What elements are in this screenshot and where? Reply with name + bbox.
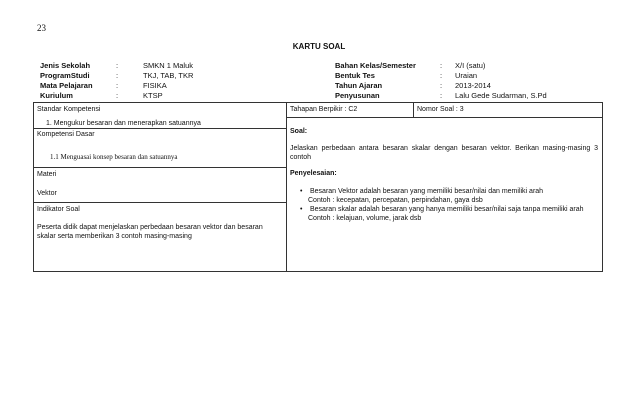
meta-colon: : xyxy=(440,81,443,90)
meta-value: KTSP xyxy=(143,91,163,100)
page-title: KARTU SOAL xyxy=(292,42,346,51)
column-divider xyxy=(286,103,287,271)
meta-label: ProgramStudi xyxy=(40,71,90,80)
meta-label: Jenis Sekolah xyxy=(40,61,91,70)
indikator-soal-value: Peserta didik dapat menjelaskan perbedaan besaran vektor dan besaran skalar serta memberikan 3 contoh masing-masing xyxy=(37,224,263,240)
standar-kompetensi-item: 1. Mengukur besaran dan menerapkan satuannya xyxy=(46,120,201,127)
meta-value: SMKN 1 Maluk xyxy=(143,61,194,70)
soal-label: Soal: xyxy=(290,128,308,135)
list-item xyxy=(296,196,596,205)
meta-row xyxy=(335,61,547,71)
meta-value: FISIKA xyxy=(143,81,167,90)
soal-table xyxy=(33,102,603,272)
nomor-soal: Nomor Soal : 3 xyxy=(417,106,464,113)
list-item xyxy=(296,214,596,223)
meta-colon: : xyxy=(116,91,119,100)
meta-row xyxy=(335,91,547,101)
meta-value: 2013-2014 xyxy=(455,81,491,90)
meta-colon: : xyxy=(440,61,443,70)
meta-label: Bahan Kelas/Semester xyxy=(335,61,416,70)
meta-colon: : xyxy=(116,61,119,70)
meta-label: Penyusunan xyxy=(335,91,380,100)
left-meta xyxy=(40,61,193,101)
answer-example: Contoh : kelajuan, volume, jarak dsb xyxy=(308,215,422,222)
meta-colon: : xyxy=(116,71,119,80)
kompetensi-dasar-item: 1.1 Menguasai konsep besaran dan satuannya xyxy=(50,153,178,161)
meta-row xyxy=(40,61,193,71)
kompetensi-dasar-header: Kompetensi Dasar xyxy=(37,131,95,138)
indikator-soal-header: Indikator Soal xyxy=(37,206,80,213)
answer-text: Besaran Vektor adalah besaran yang memiliki besar/nilai dan memiliki arah xyxy=(310,188,544,195)
row-divider xyxy=(286,117,602,118)
page-number: 23 xyxy=(37,23,46,33)
answer-text: Besaran skalar adalah besaran yang hanya memiliki besar/nilai saja tanpa memiliki arah xyxy=(310,206,584,213)
meta-row xyxy=(335,81,547,91)
meta-value: Uraian xyxy=(455,71,478,80)
meta-value: Lalu Gede Sudarman, S.Pd xyxy=(455,91,547,100)
meta-colon: : xyxy=(116,81,119,90)
answer-example: Contoh : kecepatan, percepatan, perpindahan, gaya dsb xyxy=(308,197,483,204)
penyelesaian-list xyxy=(296,187,596,223)
meta-row xyxy=(40,81,193,91)
meta-colon: : xyxy=(440,71,443,80)
list-item xyxy=(296,187,596,196)
right-meta xyxy=(335,61,547,101)
meta-label: Kuriulum xyxy=(40,91,73,100)
header-divider xyxy=(413,103,414,117)
materi-value: Vektor xyxy=(37,190,57,197)
meta-label: Bentuk Tes xyxy=(335,71,375,80)
row-divider xyxy=(34,202,286,203)
tahapan-berpikir: Tahapan Berpikir : C2 xyxy=(290,106,358,113)
standar-kompetensi-header: Standar Kompetensi xyxy=(37,106,101,113)
penyelesaian-label: Penyelesaian: xyxy=(290,170,337,177)
row-divider xyxy=(34,128,286,129)
row-divider xyxy=(34,167,286,168)
meta-row xyxy=(335,71,547,81)
meta-row xyxy=(40,71,193,81)
meta-row xyxy=(40,91,193,101)
meta-label: Tahun Ajaran xyxy=(335,81,383,90)
meta-colon: : xyxy=(440,91,443,100)
meta-value: TKJ, TAB, TKR xyxy=(143,71,194,80)
meta-value: X/I (satu) xyxy=(455,61,486,70)
list-item xyxy=(296,205,596,214)
soal-text: Jelaskan perbedaan antara besaran skalar dengan besaran vektor. Berikan masing-masing 3 contoh xyxy=(290,145,598,161)
meta-label: Mata Pelajaran xyxy=(40,81,93,90)
materi-header: Materi xyxy=(37,171,57,178)
